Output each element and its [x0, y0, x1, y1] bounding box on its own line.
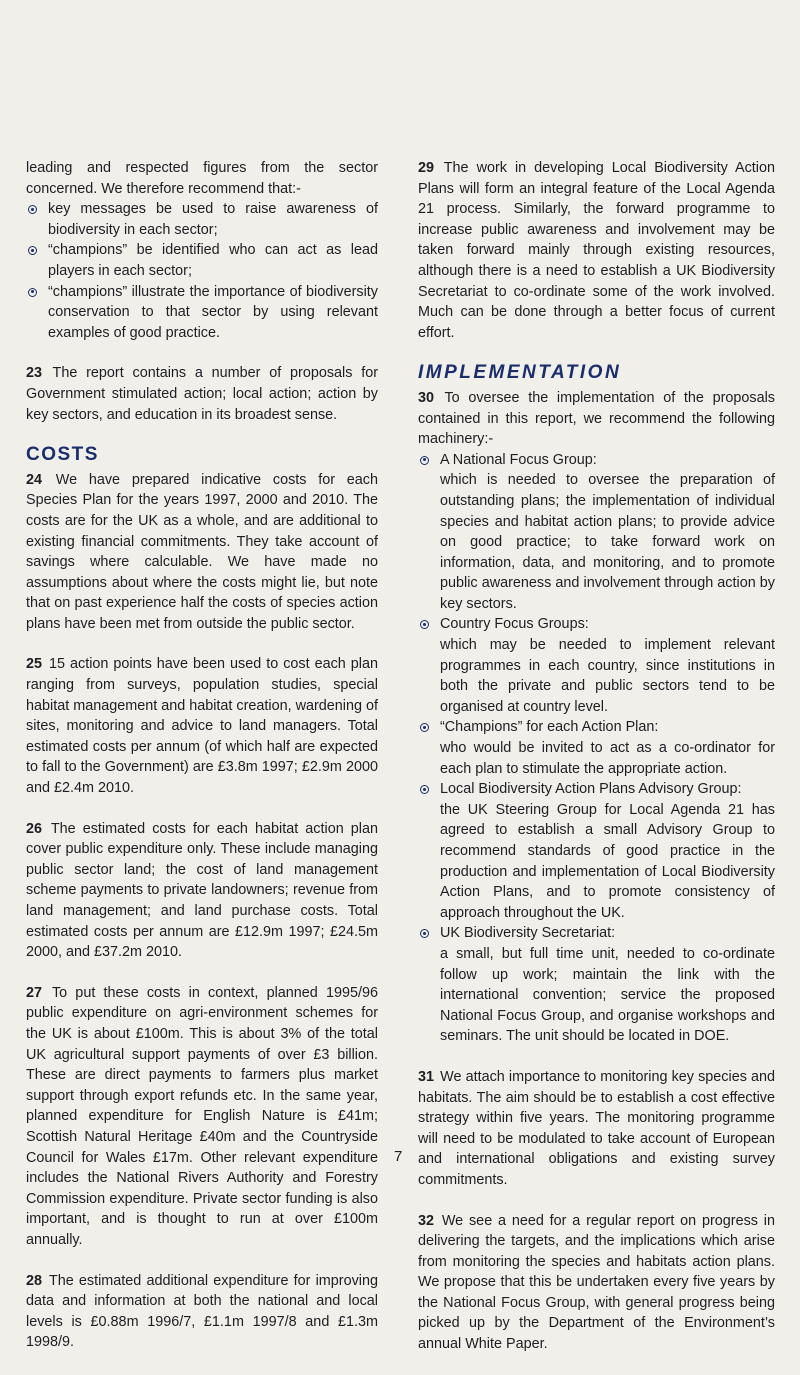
bullet-icon — [420, 723, 429, 732]
paragraph-31: 31 We attach importance to monitoring key species and habitats. The aim should be to establish a cost effective strategy within five years. The monitoring programme will need to be modulated to take account of European and international obligations and existing survey commitments. — [418, 1068, 776, 1188]
bullet-icon — [420, 456, 429, 465]
bullet-icon — [420, 929, 429, 938]
paragraph-27: 27 To put these costs in context, planned 1995/96 public expenditure on agri-environment schemes for the UK is about £100m. This is about 3% of the total UK agricultural support payments of over £3 billion. These are direct payments to farmers plus market support through export refunds etc. In the same year, planned expenditure for English Nature is £41m; Scottish Natural Heritage £40m and the Countryside Council for Wales £17m. Other relevant expenditure includes the National Rivers Authority and Forestry Commission expenditure. Private sector funding is also important, and is thought to run at over £100m annually. — [26, 984, 378, 1248]
list-item: Local Biodiversity Action Plans Advisory Group: the UK Steering Group for Local Agenda 21 has agreed to establish a small Advisory Group to recommend standards of good practice in the production and implementation of Local Biodiversity Action Plans, and to promote consistency of approach throughout the UK. — [418, 779, 775, 923]
page-number: 7 — [394, 1148, 403, 1165]
paragraph-29: 29 The work in developing Local Biodiversity Action Plans will form an integral feature of the Local Agenda 21 process. Similarly, the forward programme to increase public awareness and involvement may be taken forward mainly through existing resources, although there is a need to establish a UK Biodiversity Secretariat to co-ordinate some of the work involved. Much can be done through a better focus of current effort. — [418, 160, 775, 341]
paragraph-25: 25 15 action points have been used to cost each plan ranging from surveys, population studies, special habitat management and habitat creation, wardening of sites, monitoring and advice to land managers. Total estimated costs per annum (of which half are expected to fall to the Government) are £3.8m 1997; £2.9m 2000 and £2.4m 2010. — [26, 656, 379, 797]
machinery-list — [418, 450, 775, 1047]
paragraph-26: 26 The estimated costs for each habitat action plan cover public expenditure only. These include managing public sector land; the cost of land management scheme payments to private landowners; revenue from land management; and land purchase costs. Total estimated costs per annum are £12.9m 1997; £24.5m 2000, and £37.2m 2010. — [26, 820, 378, 961]
list-item: “Champions” for each Action Plan: who would be invited to act as a co-ordinator for each plan to stimulate the appropriate action. — [418, 717, 775, 779]
bullet-icon — [420, 620, 429, 629]
section-heading-implementation: IMPLEMENTATION — [418, 362, 622, 384]
bullet-icon — [28, 288, 37, 297]
list-item: key messages be used to raise awareness of biodiversity in each sector; — [26, 199, 378, 240]
bullet-icon — [420, 785, 429, 794]
paragraph-28: 28 The estimated additional expenditure for improving data and information at both the national and local levels is £0.88m 1996/7, £1.1m 1997/8 and £1.3m 1998/9. — [26, 1272, 378, 1351]
paragraph-30: 30 To oversee the implementation of the proposals contained in this report, we recommend the following machinery:- — [418, 389, 775, 448]
paragraph-23: 23 The report contains a number of proposals for Government stimulated action; local action; action by key sectors, and education in its broadest sense. — [26, 365, 378, 423]
list-item: “champions” illustrate the importance of biodiversity conservation to that sector by using relevant examples of good practice. — [26, 282, 378, 344]
bullet-icon — [28, 246, 37, 255]
paragraph-32: 32 We see a need for a regular report on progress in delivering the targets, and the implications which arise from monitoring the species and habitats action plans. We propose that this be undertaken every five years by the National Focus Group, with general progress being picked up by the Department of the Environment’s annual White Paper. — [418, 1212, 775, 1353]
left-column — [26, 158, 378, 1373]
list-item: “champions” be identified who can act as lead players in each sector; — [26, 240, 378, 281]
paragraph-24: 24 We have prepared indicative costs for each Species Plan for the years 1997, 2000 and 2010. The costs are for the UK as a whole, and are additional to existing financial commitments. They take account of savings where calculable. We have made no assumptions about where the costs might lie, but note that on past experience half the costs of species action plans have been met from outside the public sector. — [26, 471, 379, 632]
list-item: UK Biodiversity Secretariat: a small, but full time unit, needed to co-ordinate follow up work; maintain the link with the international convention; service the proposed National Focus Group, and organise workshops and seminars. The unit should be located in DOE. — [418, 923, 775, 1047]
bullet-icon — [28, 205, 37, 214]
recommendation-list — [26, 199, 378, 343]
right-column — [418, 158, 775, 1375]
list-item: Country Focus Groups: which may be needed to implement relevant programmes in each country, since institutions in both the private and public sectors tend to be organised at country level. — [418, 614, 775, 717]
intro-text: leading and respected figures from the sector concerned. We therefore recommend that:- — [26, 160, 378, 197]
list-item: A National Focus Group: which is needed to oversee the preparation of outstanding plans; the implementation of individual species and habitat action plans; to provide advice on good practice; to take forward work on information, data, and monitoring, and to promote public awareness and involvement through action by key sectors. — [418, 450, 775, 615]
section-heading-costs: COSTS — [26, 444, 99, 466]
